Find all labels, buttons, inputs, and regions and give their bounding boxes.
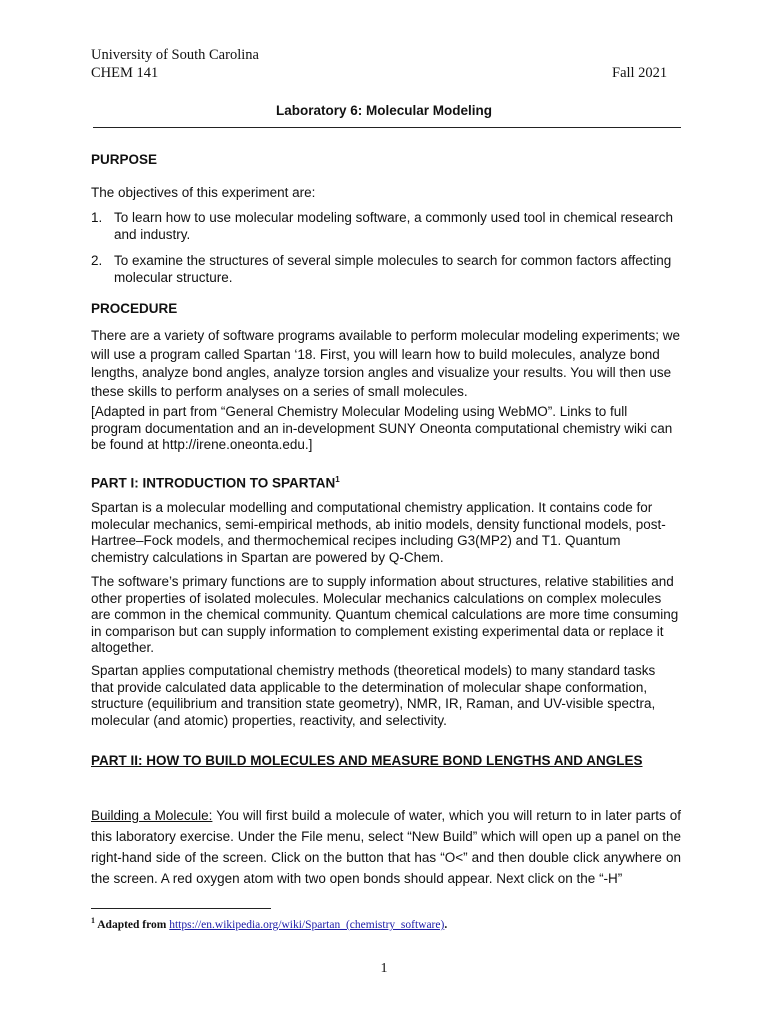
footnote-divider <box>91 908 271 909</box>
footnote-suffix: . <box>444 918 448 931</box>
part1-paragraph: Spartan is a molecular modelling and computational chemistry application. It contains code for molecular mechanics, semi-empirical methods, ab initio models, density functional models, post-Hartree–Fock models, and thermochemical recipes including G3(MP2) and T1. Quantum chemistry calculations in Spartan are powered by Q-Chem. <box>91 500 666 565</box>
footnote <box>91 916 447 931</box>
footnote-prefix: Adapted from <box>97 918 170 931</box>
page-title: Laboratory 6: Molecular Modeling <box>275 103 493 118</box>
part1-paragraph: Spartan applies computational chemistry methods (theoretical models) to many standard tasks that provide calculated data applicable to the determination of molecular shape conformation, structure (equilibrium and transition state geometry), NMR, IR, Raman, and UV-visible spectra, molecular (and atomic) properties, reactivity, and selectivity. <box>91 663 656 728</box>
purpose-intro: The objectives of this experiment are: <box>91 185 316 200</box>
list-text: To learn how to use molecular modeling software, a commonly used tool in chemical research and industry. <box>114 210 674 242</box>
part2-paragraph <box>91 805 681 889</box>
procedure-adapted-note: [Adapted in part from “General Chemistry Molecular Modeling using WebMO”. Links to full program documentation and an in-development SUNY Oneonta computational chemistry wiki can be found at http://irene.oneonta.edu.] <box>91 404 673 452</box>
purpose-heading: PURPOSE <box>91 152 158 167</box>
part2-subheading: Building a Molecule: <box>91 808 213 823</box>
procedure-heading: PROCEDURE <box>91 301 178 316</box>
part1-heading-text: PART I: INTRODUCTION TO SPARTAN <box>91 475 336 491</box>
footnote-link[interactable]: https://en.wikipedia.org/wiki/Spartan_(chemistry_software) <box>169 918 445 931</box>
footnote-mark: 1 <box>91 916 95 925</box>
header-course: CHEM 141 <box>91 65 159 81</box>
procedure-paragraph: There are a variety of software programs available to perform molecular modeling experiments; we will use a program called Spartan ‘18. First, you will learn how to build molecules, analyze bond lengths, analyze bond angles, analyze torsion angles and visualize your results. You will then use these skills to perform analyses on a series of small molecules. <box>91 328 681 399</box>
list-number: 2. <box>91 253 103 268</box>
list-text: To examine the structures of several simple molecules to search for common factors affecting molecular structure. <box>114 253 672 285</box>
page-number: 1 <box>380 961 388 976</box>
part1-paragraph: The software’s primary functions are to supply information about structures, relative stabilities and other properties of isolated molecules. Molecular mechanics calculations on complex molecules are common in the chemical community. Quantum chemical calculations are more time consuming in comparison but can supply information to complement existing experimental data or replace it altogether. <box>91 574 679 655</box>
part2-heading: PART II: HOW TO BUILD MOLECULES AND MEASURE BOND LENGTHS AND ANGLES <box>91 753 643 768</box>
header-term: Fall 2021 <box>612 65 668 81</box>
part2-body-text: You will first build a molecule of water, which you will return to in later parts of this laboratory exercise. Under the File menu, select “New Build” which will open up a panel on the right-hand side of the screen. Click on the button that has “O<” and then double click anywhere on the screen. A red oxygen atom with two open bonds should appear. Next click on the “-H” <box>91 808 681 886</box>
header-university: University of South Carolina <box>91 47 259 63</box>
title-divider <box>93 127 681 128</box>
footnote-reference: 1 <box>335 475 340 484</box>
list-number: 1. <box>91 210 103 225</box>
part1-heading <box>91 475 340 491</box>
